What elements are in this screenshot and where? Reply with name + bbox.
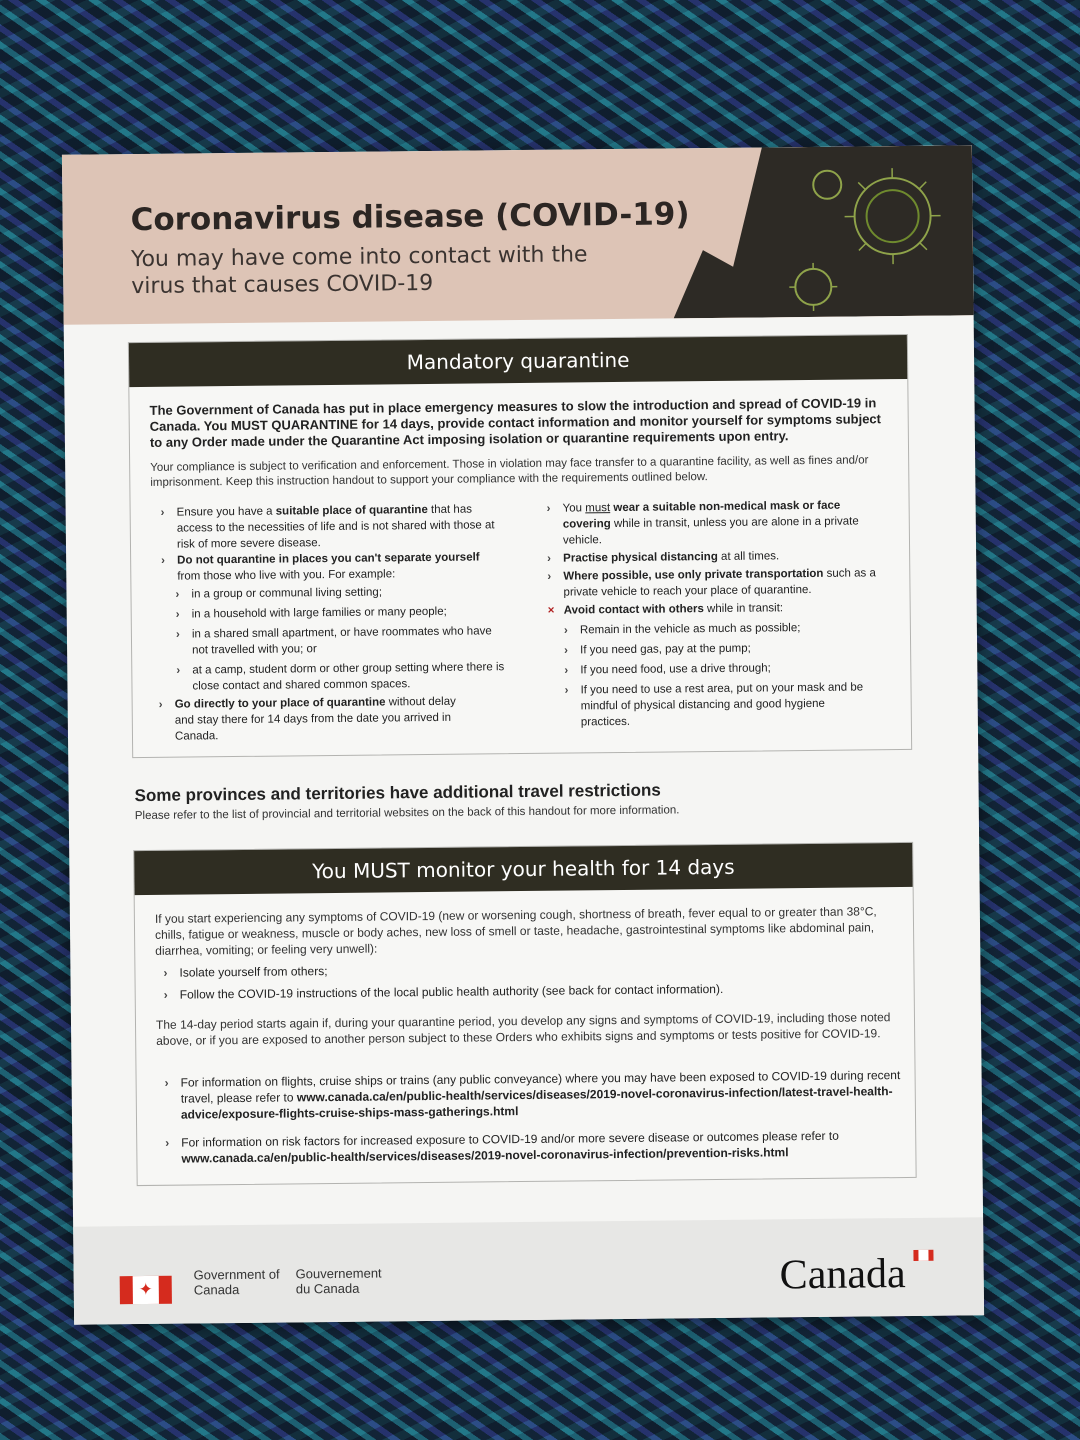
provinces-note: Please refer to the list of provincial and territorial websites on the back of this handout for more information.	[134, 804, 680, 823]
chevron-right-icon: ›	[564, 644, 569, 657]
chevron-right-icon: ›	[175, 588, 180, 601]
compliance-text: Your compliance is subject to verification and enforcement. Those in violation may face transfer to a quarantine facility, as well as fines and/or imprisonment. Keep this instruction handout to support your compliance with the requirements outlined below.	[150, 454, 869, 489]
list-item: › If you need to use a rest area, put on your mask and be mindful of physical distancing and good hygiene practices.	[564, 681, 864, 729]
list-item: › Practise physical distancing at all times.	[547, 550, 780, 565]
chevron-right-icon: ›	[161, 554, 166, 567]
page-subtitle: You may have come into contact with the virus that causes COVID-19	[130, 242, 588, 300]
canada-flag-icon	[120, 1276, 172, 1305]
chevron-right-icon: ›	[564, 684, 569, 697]
symptoms-text: If you start experiencing any symptoms of COVID-19 (new or worsening cough, shortness of breath, fever equal to or greater than 38°C, chills, fatigue or weakness, muscle or body aches, new loss of smell or taste, headache, gastrointestinal symptoms like abdominal pain, diarrhea, vomiting; or feeling very unwell):	[154, 904, 877, 958]
risks-link[interactable]: www.canada.ca/en/public-health/services/diseases/2019-novel-coronavirus-infection/prevention-risks.html	[181, 1145, 789, 1166]
list-item: › in a shared small apartment, or have roommates who have not travelled with you; or	[175, 625, 492, 657]
chevron-right-icon: ›	[160, 506, 165, 519]
list-item: › in a household with large families or many people;	[175, 605, 447, 621]
list-item: › in a group or communal living setting;	[175, 586, 383, 601]
flights-link[interactable]: www.canada.ca/en/public-health/services/diseases/2019-novel-coronavirus-infection/latest-travel-health-advice/exposure-flights-cruise-ships-mass-gatherings.html	[180, 1084, 893, 1122]
canada-flag-icon	[913, 1250, 933, 1261]
list-item: › Isolate yourself from others;	[163, 964, 328, 980]
list-item: › Do not quarantine in places you can't separate yourself from those who live with you. For example:	[161, 551, 480, 583]
list-item: › For information on risk factors for increased exposure to COVID-19 and/or more severe disease or outcomes please refer to www.canada.ca/en/public-health/services/diseases/2019-novel-coronavirus-infection/prevention-risks.html	[165, 1128, 839, 1166]
list-item: › Follow the COVID-19 instructions of the local public health authority (see back for contact information).	[163, 981, 724, 1002]
list-item: › Ensure you have a suitable place of quarantine that has access to the necessities of life and is not shared with those at risk of more severe disease.	[160, 503, 495, 551]
quarantine-band: Mandatory quarantine	[129, 335, 907, 387]
quarantine-box	[128, 334, 912, 758]
list-item: × Avoid contact with others while in transit:	[547, 602, 784, 617]
chevron-right-icon: ›	[175, 608, 180, 621]
handout-sheet	[62, 145, 984, 1324]
chevron-right-icon: ›	[563, 624, 568, 637]
chevron-right-icon: ›	[164, 1075, 169, 1090]
list-item: › If you need gas, pay at the pump;	[564, 642, 751, 657]
canada-wordmark: Canada	[779, 1251, 906, 1299]
virus-icon	[672, 145, 974, 318]
government-en: Government of Canada	[193, 1266, 280, 1298]
provinces-heading: Some provinces and territories have additional travel restrictions	[134, 780, 661, 806]
chevron-right-icon: ›	[163, 965, 168, 980]
maple-leaf-icon: ✦	[138, 1279, 154, 1300]
list-item: › Remain in the vehicle as much as possible;	[563, 622, 801, 637]
quarantine-intro: The Government of Canada has put in place emergency measures to slow the introduction and spread of COVID-19 in Canada. You MUST QUARANTINE for 14 days, provide contact information and monitor yourself for symptoms subject to any Order made under the Quarantine Act imposing isolation or quarantine requirements upon entry.	[149, 395, 882, 450]
page-title: Coronavirus disease (COVID-19)	[130, 196, 690, 239]
chevron-right-icon: ›	[546, 502, 551, 515]
chevron-right-icon: ›	[158, 698, 163, 711]
chevron-right-icon: ›	[163, 987, 168, 1002]
header-banner	[62, 145, 974, 325]
monitor-box	[133, 842, 916, 1186]
list-item: › For information on flights, cruise ships or trains (any public conveyance) where you may have been exposed to COVID-19 during recent travel, please refer to www.canada.ca/en/public-health/services/diseases/2019-novel-coronavirus-infection/latest-travel-health-advice/exposure-flights-cruise-ships-mass-gatherings.html	[164, 1068, 901, 1122]
chevron-right-icon: ›	[175, 628, 180, 641]
restart-text: The 14-day period starts again if, during your quarantine period, you develop any signs and symptoms of COVID-19, including those noted above, or if you are exposed to another person subject to these Orders who exhibits signs and symptoms or tests positive for COVID-19.	[155, 1010, 891, 1048]
government-fr: Gouvernement du Canada	[295, 1265, 382, 1297]
chevron-right-icon: ›	[176, 664, 181, 677]
chevron-right-icon: ›	[564, 664, 569, 677]
monitor-band: You MUST monitor your health for 14 days	[134, 843, 912, 895]
x-icon: ×	[547, 604, 555, 617]
chevron-right-icon: ›	[547, 552, 552, 565]
chevron-right-icon: ›	[165, 1135, 170, 1150]
list-item: › at a camp, student dorm or other group setting where there is close contact and shared common spaces.	[176, 661, 505, 693]
list-item: › Go directly to your place of quarantine without delay and stay there for 14 days from the date you arrived in Canada.	[158, 695, 456, 743]
list-item: › Where possible, use only private transportation such as a private vehicle to reach your place of quarantine.	[547, 567, 876, 599]
list-item: › You must wear a suitable non-medical mask or face covering while in transit, unless you are alone in a private vehicle.	[546, 499, 859, 547]
list-item: › If you need food, use a drive through;	[564, 662, 771, 677]
footer	[73, 1217, 984, 1325]
chevron-right-icon: ›	[547, 570, 552, 583]
